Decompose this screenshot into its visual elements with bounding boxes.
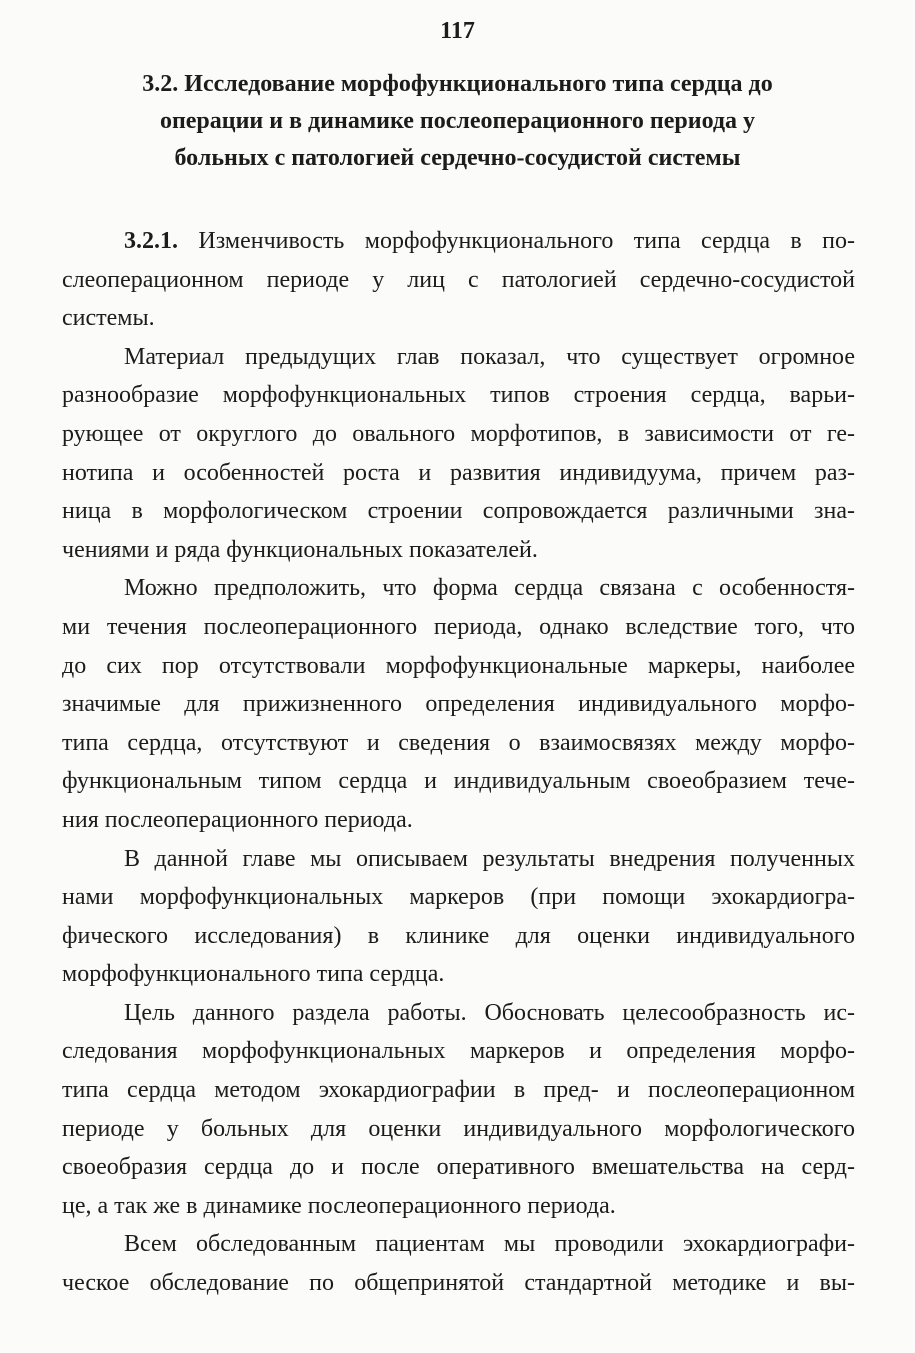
paragraph-line: Цель данного раздела работы. Обосновать целесообразность ис- (124, 999, 855, 1026)
paragraph-line: значимые для прижизненного определения индивидуального морфо- (62, 691, 855, 718)
section-title-line: 3.2. Исследование морфофункционального типа сердца до (142, 71, 773, 97)
paragraph-line: Всем обследованным пациентам мы проводили эхокардиографи- (124, 1231, 855, 1258)
paragraph-line: системы. (62, 305, 155, 332)
section-title-line: больных с патологией сердечно-сосудистой системы (174, 145, 741, 171)
paragraph-line: нами морфофункциональных маркеров (при помощи эхокардиогра- (62, 884, 855, 911)
paragraph-line: В данной главе мы описываем результаты внедрения полученных (124, 845, 855, 872)
paragraph-line: ния послеоперационного периода. (62, 806, 413, 833)
paragraph-line: своеобразия сердца до и после оперативного вмешательства на серд- (62, 1154, 855, 1181)
subsection-number: 3.2.1. (124, 228, 178, 254)
paragraph-line: до сих пор отсутствовали морфофункциональные маркеры, наиболее (62, 652, 855, 679)
paragraph-line: фического исследования) в клинике для оценки индивидуального (62, 922, 855, 949)
subsection-heading-line (62, 222, 855, 261)
paragraph-line: следования морфофункциональных маркеров и определения морфо- (62, 1038, 855, 1065)
paragraph-line: Можно предположить, что форма сердца связана с особенностя- (124, 575, 855, 602)
section-title (100, 66, 815, 177)
paragraph-line: ми течения послеоперационного периода, однако вследствие того, что (62, 613, 855, 640)
paragraph-line: ческое обследование по общепринятой стандартной методике и вы- (62, 1270, 855, 1297)
paragraph-line: периоде у больных для оценки индивидуального морфологического (62, 1115, 855, 1142)
paragraph-line: це, а так же в динамике послеоперационного периода. (62, 1192, 616, 1219)
paragraph-line: чениями и ряда функциональных показателей. (62, 536, 538, 563)
paragraph-line: слеоперационном периоде у лиц с патологией сердечно-сосудистой (62, 266, 855, 293)
body-text (62, 222, 855, 1303)
paragraph-line: функциональным типом сердца и индивидуальным своеобразием тече- (62, 768, 855, 795)
paragraph-line: рующее от округлого до овального морфотипов, в зависимости от ге- (62, 420, 855, 447)
paragraph-line: нотипа и особенностей роста и развития индивидуума, причем раз- (62, 459, 855, 486)
paragraph-line: типа сердца методом эхокардиографии в пред- и послеоперационном (62, 1077, 855, 1104)
paragraph-line: Материал предыдущих глав показал, что существует огромное (124, 343, 855, 370)
section-title-line: операции и в динамике послеоперационного периода у (159, 108, 756, 134)
page-number: 117 (440, 18, 475, 44)
paragraph-line: ница в морфологическом строении сопровождается различными зна- (62, 498, 855, 525)
paragraph-line: морфофункционального типа сердца. (62, 961, 445, 988)
subsection-heading-text: Изменчивость морфофункционального типа сердца в по- (198, 228, 855, 254)
paragraph-line: разнообразие морфофункциональных типов строения сердца, варьи- (62, 382, 855, 409)
paragraph-line: типа сердца, отсутствуют и сведения о взаимосвязях между морфо- (62, 729, 855, 756)
